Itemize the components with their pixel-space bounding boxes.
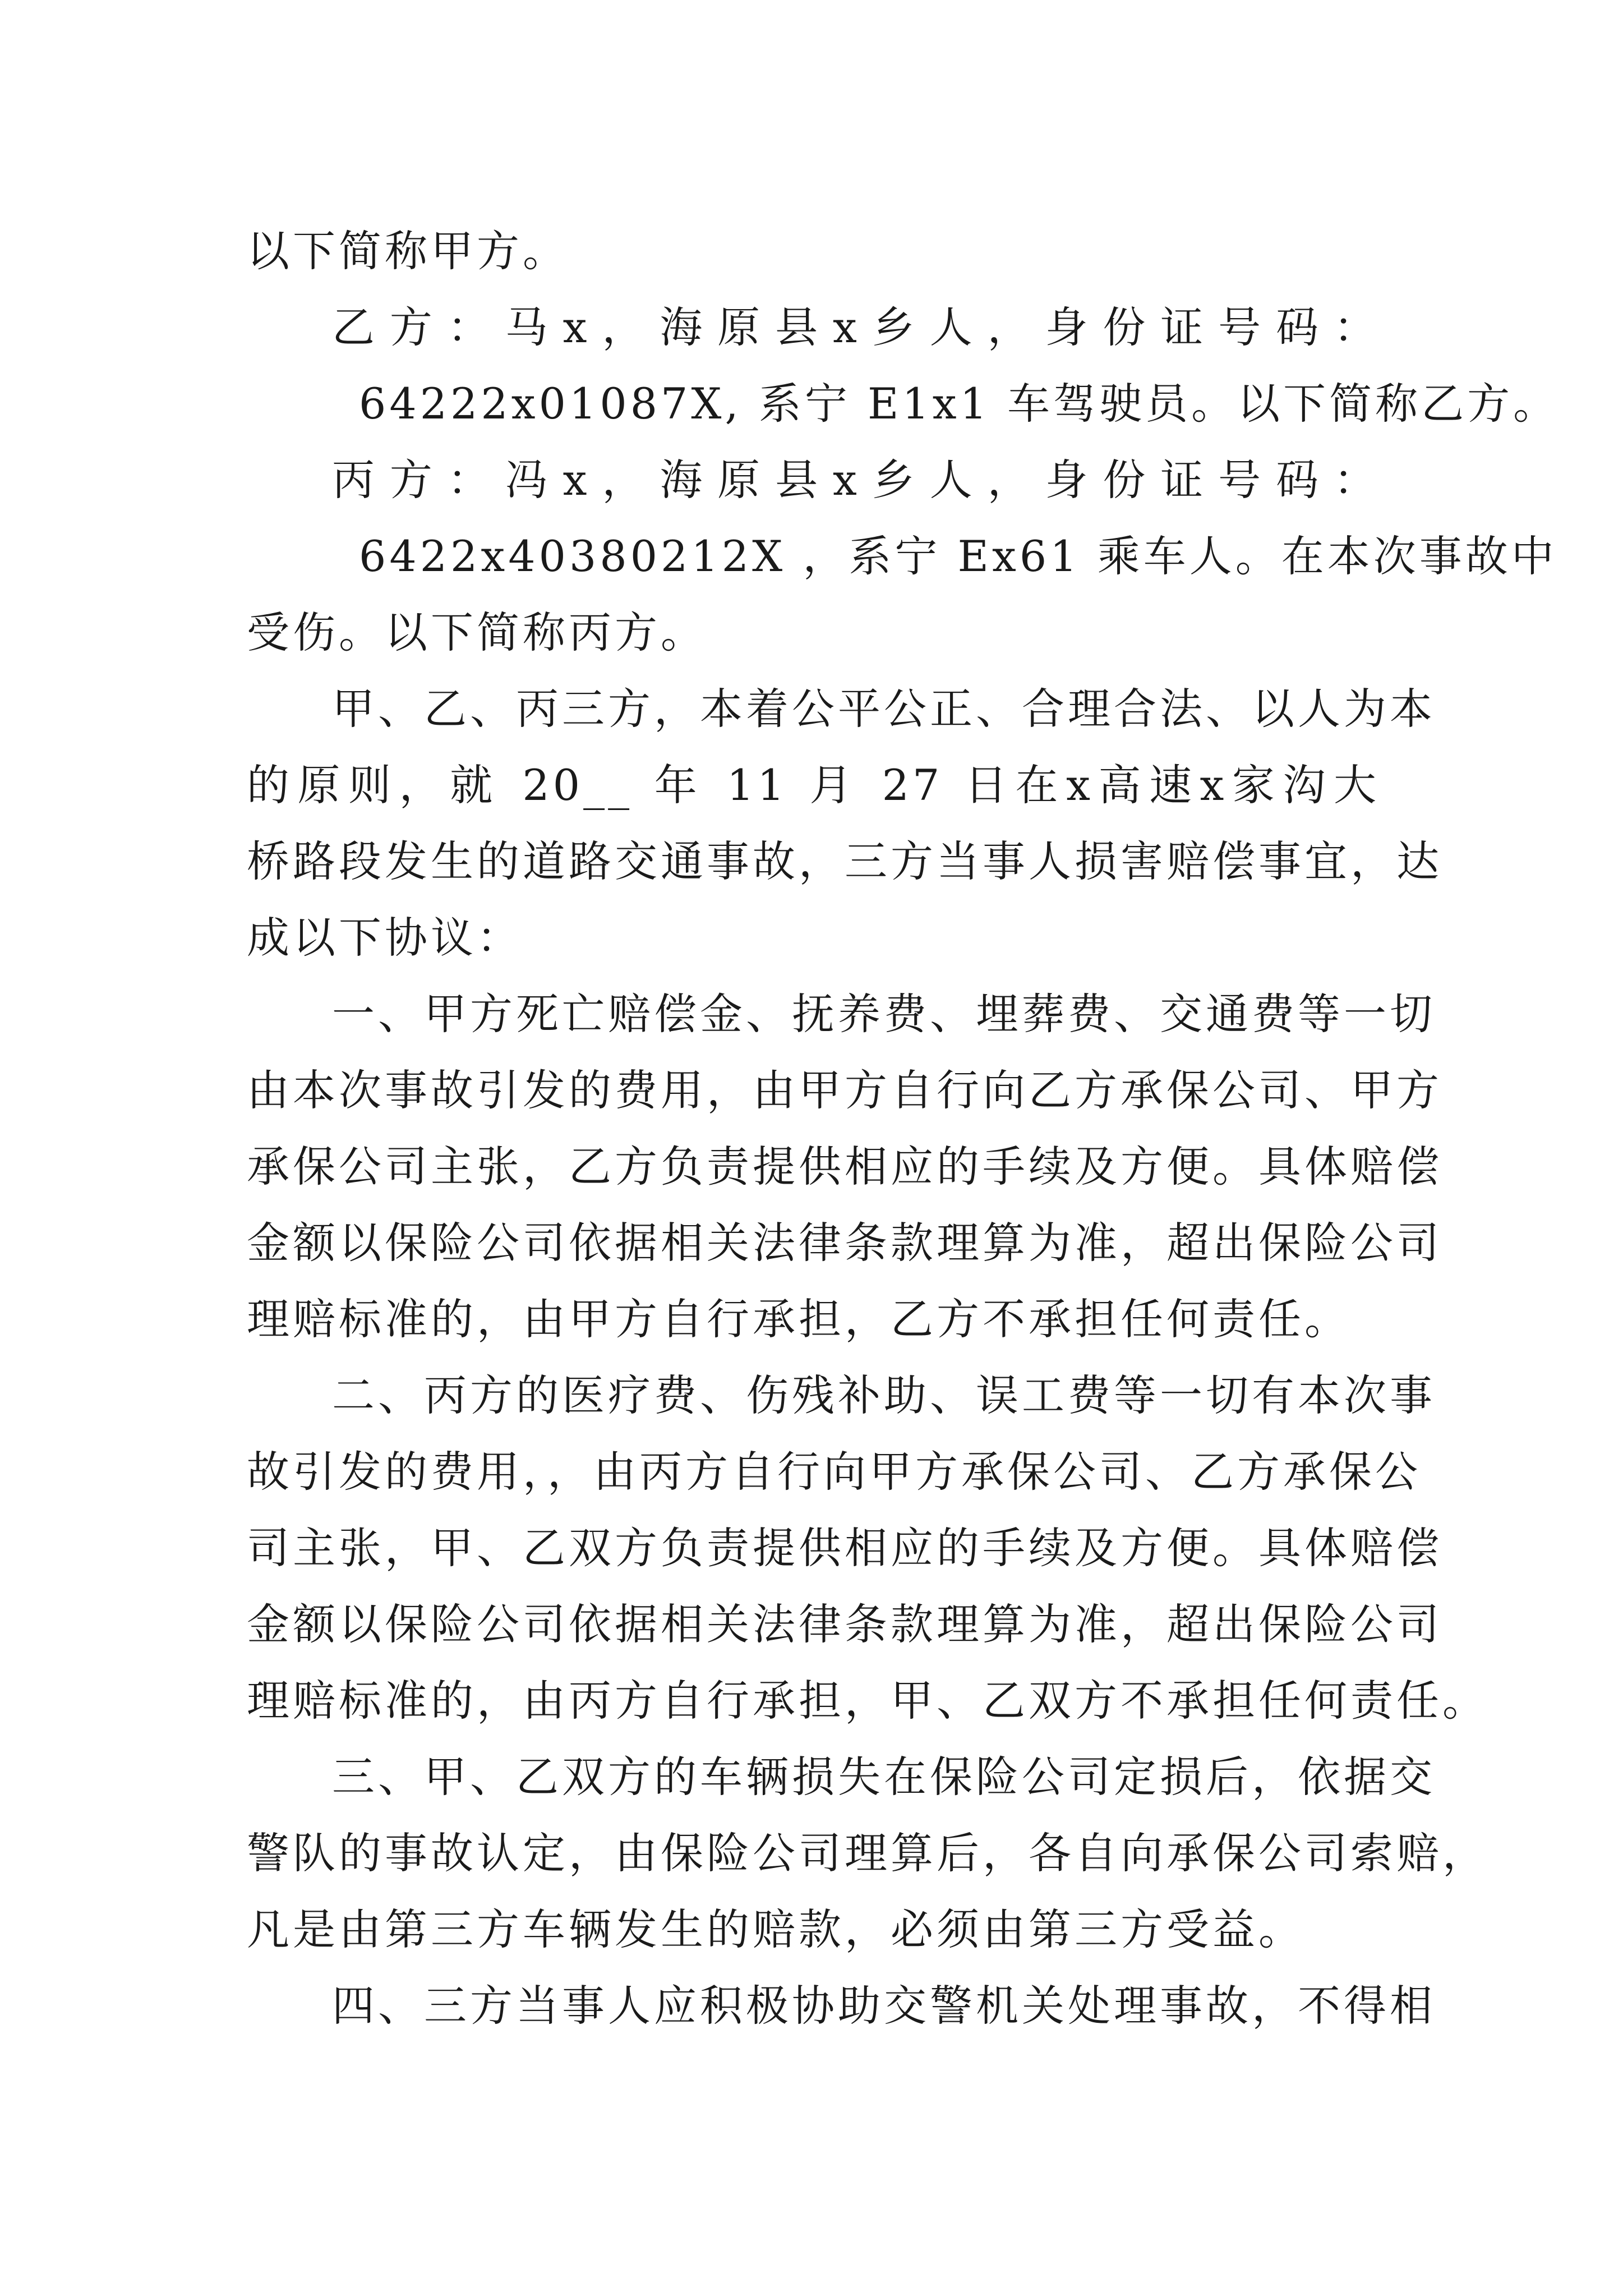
text-line: 理赔标准的，由甲方自行承担，乙方不承担任何责任。: [247, 1294, 1350, 1344]
text-line: 由本次事故引发的费用，由甲方自行向乙方承保公司、甲方: [247, 1065, 1442, 1115]
text-line: 承保公司主张，乙方负责提供相应的手续及方便。具体赔偿: [247, 1142, 1442, 1191]
text-line: 桥路段发生的道路交通事故，三方当事人损害赔偿事宜，达: [247, 836, 1442, 886]
text-line: 受伤。以下简称丙方。: [247, 608, 707, 657]
text-line: 甲、乙、丙三方，本着公平公正、合理合法、以人为本: [332, 684, 1436, 734]
text-line: 一、甲方死亡赔偿金、抚养费、埋葬费、交通费等一切: [332, 989, 1436, 1039]
text-line: 6422x40380212X ，系宁 Ex61 乘车人。在本次事故中: [359, 531, 1557, 581]
text-line: 以下简称甲方。: [247, 226, 569, 276]
text-line: 成以下协议：: [247, 913, 523, 963]
text-line: 金额以保险公司依据相关法律条款理算为准，超出保险公司: [247, 1218, 1442, 1268]
text-line: 二、丙方的医疗费、伤残补助、误工费等一切有本次事: [332, 1370, 1436, 1420]
text-line: 故引发的费用，，由丙方自行向甲方承保公司、乙方承保公: [247, 1447, 1421, 1497]
document-page: [247, 213, 1560, 2044]
text-line: 64222x01087X, 系宁 E1x1 车驾驶员。以下简称乙方。: [359, 379, 1560, 429]
text-line: 凡是由第三方车辆发生的赔款，必须由第三方受益。: [247, 1904, 1304, 1954]
text-line: 丙方：冯x，海原县x乡人，身份证号码：: [332, 455, 1380, 505]
text-line: 理赔标准的，由丙方自行承担，甲、乙双方不承担任何责任。: [247, 1676, 1488, 1726]
text-line: 四、三方当事人应积极协助交警机关处理事故，不得相: [332, 1981, 1436, 2031]
text-line: 警队的事故认定，由保险公司理算后，各自向承保公司索赔，: [247, 1828, 1488, 1878]
text-line: 乙方：马x，海原县x乡人，身份证号码：: [332, 302, 1380, 352]
text-line: 三、甲、乙双方的车辆损失在保险公司定损后，依据交: [332, 1752, 1436, 1802]
text-line: 的原则，就 20__ 年 11 月 27 日在x高速x家沟大: [247, 760, 1380, 810]
text-line: 司主张，甲、乙双方负责提供相应的手续及方便。具体赔偿: [247, 1523, 1442, 1573]
text-line: 金额以保险公司依据相关法律条款理算为准，超出保险公司: [247, 1599, 1442, 1649]
